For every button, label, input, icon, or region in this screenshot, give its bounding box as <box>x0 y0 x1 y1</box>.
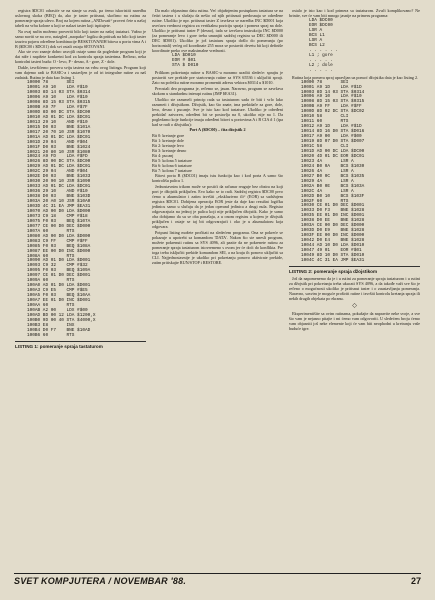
paragraph: Ako ste ovo znanje dobro usvojili ostaje samo da pogledate program koji je dat niže i napišete konkretni kod za kontrolu spraja tasterima. Rečimo, neka kontrolni tasteri budu: O - levo, P - desno, A - gore, Z - dole. <box>15 49 146 65</box>
listing-2-code: 10000 78 SEI 10001 A9 1D LDA #$1D 10003 8D 14 03 STA $0314 10006 A9 10 LDA #$10 10008 8D 15 03 STA $0315 1000B A9 FF LDA #$FF 1000D 8D 02 DC STA $DC02 10010 58 CLI 10011 60 RTS 10012 A9 1D LDA #$1D 10014 8D 16 D0 STA $D016 10017 A9 00 LDA #$00 10019 8D 07 D0 STA $D007 1001C 58 CLI 1001D AD 00 DC LDA $DC00 10020 4D 01 DC EOR $DC01 10023 4A LSR A 10024 B0 0A BCS $1030 10026 4A LSR A 10027 B0 0C BCS $1035 10029 4A LSR A 1002A B0 0E BCS $103A 1002C 4A LSR A 1002D B0 10 BCS $103F 1002F 60 RTS 10030 CE 01 D0 DEC $D001 10033 D0 F3 BNE $1028 10035 EE 01 D0 INC $D001 10038 D0 EE BNE $1028 1003A CE 00 D0 DEC $D000 1003D D0 E9 BNE $1028 1003F EE 00 D0 INC $D000 10042 D0 E4 BNE $1028 10044 AD 10 D0 LDA $D010 10047 49 01 EOR #$01 10049 8D 10 D0 STA $D010 1004C 4C 31 EA JMP $EA31 <box>301 79 365 263</box>
page-footer <box>14 573 421 588</box>
paragraph: Potpuni listing možete pročitati na sledećem programu. Ona se pokreće se pokazuje u upotrebi sa komandom 'DATA'. Nakon što ste unesli program, možete pokrenuti rutinu sa SYS 4096, ali pazite da ne pokrenete rutinu za pomeranje spraja tastaturom istovremeno s ovom jer će doći do konflikta. Pre toga treba isključiti prekide komandom SEI, a na kraju ih ponovo uključiti sa CLI. Najjednostavnije je ukoliko pri pokretanju ponovo aktivirate prekide, zatim pritiskajte RUN/STOP i RESTORE. <box>152 229 283 266</box>
paragraph: Prilikom pokretanja rutine u BASIC-u moramo uraditi sledeće: sprajtu je postaviti sve prekide pre startovanja rutine sa SYS 65536 i uključiti sprajt. Zato na početku rutine moramo promeniti adresu vektora $0314 u $1010. <box>152 70 283 86</box>
column-1 <box>15 8 146 351</box>
bit-list <box>152 133 283 173</box>
paragraph: Jednostavnim trikom može se postići da računar reaguje bez obzira na koji port je džojstik priključen. Evo kako se to radi. Sadržaj registra $DC00 prvo ćemo u akumulator i zatim izvršiti „ekskluzivno ili“ (EOR) sa sadržajem registra $DC01. Dobijena operacija EOR jeste da daje kao rezultat logičku jedinicu samo u slučaju da je jedan operand jedinica a drugi nula. Registar odgovarajuća na jednoj je palica koji nije priključen džojstik. Kako je samo oba dobijamo da su se oba ponašaju, a u onom registru u kojem je džojstik priključen i ostaje se taj bit odgovarajući i oko je u akumulatoru koja odgovara. <box>152 183 283 230</box>
page-number: 27 <box>410 576 421 586</box>
bit-item: Bit 6: kolona 6 tastature <box>152 163 192 169</box>
paragraph: Dakle, izvršićemo proveru sviju tastera na vrhu ovog listinga. Program koji vam dajemo radi iz BASIC-a i sastavljen je od tri integralne rutine za naš zadatak. Rutina je data kao listing 1. <box>15 65 146 81</box>
paragraph: ostalo je isto kao i kod primera sa tastaturom. Zvuči komplikovano? Ne brinite, sve će vam biti mnogo jasnije na primeru programa: <box>289 8 420 19</box>
bit-item: Bit 3: kretanje desno <box>152 147 187 153</box>
paragraph: Još da napomenemo da je i u rutini za pomeranje spraja tastaturom i u rutini za džojstik pri pokretanju treba ukucati SYS 4096, a da takođe važi sve što je rečeno o mogućnosti ukoliko je pritisnut taster i o zaustavljanju pomeranja. Naravno, sasvim je moguće proširiti rutine i izvršiti kontrolu kretanja spraja ili nekih drugih objekata po ekranu. <box>289 276 420 302</box>
paragraph: Eksperimentišite sa ovim rutinama, pokušajte da napravite neke svoje, a sve što vam je nejasno pitajte i mi ćemo vam odgovoriti. U sledećem broju ćemo vam objasniti još neke elemente koji će vam biti neophodni u kreiranju vaše buduće igre. <box>289 310 420 331</box>
column-2 <box>152 8 283 266</box>
paragraph: registra $DC01 odrasiće se na stanje sa zvuk, pa ćemo iskoristiti naredbu uslovnog skoka (BEQ) da, ako je taster pritisnut, skočimo na rutinu za pomeranje spraja ulevo. Broj na kojem rutina „ANDovati“ proveri čete u našoj tabeli na vrhu kolone u koji se nalazi taster koji ispitujete. <box>15 8 146 29</box>
bit-item: Bit 7: kolona 7 tastature <box>152 168 192 174</box>
code-snippet: LDA $D010 EOR # $01 STA $ D010 <box>172 53 199 69</box>
listing-2-caption: LISTING 2: pomeranje spraja džojstikom <box>289 266 420 274</box>
code-snippet: LDA $DC00 EOR $DC00 LSR A BCS L1 LSR A BCS L2 . . . . . . L1 ; gore . . . . . L2 ; dole . . . . . <box>309 18 338 73</box>
paragraph: Na ovaj način možemo proveriti bilo koji taster na našoj tastaturi. Važno je samo naviti se na ovo, naizgled „naopako“ logiku da pritisak na bilo koji taster izaziva pojavu određene kombinacije BESKTOVANIH bitova u portu vima A i B ($DC00 i $DC01) dok svi ostali ostaju SETOVANI. <box>15 28 146 49</box>
paragraph: Rutina koja pomera spraj upravljan uz pomoć džojstika data je kao listing 2. <box>292 74 419 80</box>
listing-1-caption: LISTING 1: pomeranje spraja tastaturom <box>15 341 146 349</box>
paragraph: Da malo objasnimo datu rutinu. Već objašnjenim postupkom tastatura se na četiri tastera i u slučaju da nešto od njih pritisnuti predosnaja se određene rutine. Ukoliko je npr. pritisnut taster Z izvršava se naredba INC $D001 koja uvećava vrednost registra za vertikalnu poziciju spraja i pomera spraj na dole. Ukoliko je pritisnut taster P (desno), tada se izvršava instrukcija INC $D000 (za pomeranje levo i gore treba umanjiti sadržaj registra sa DEC $D000 ili DEC $D001). Ukoliko je još tastaturu spraja došlo do pomeranja (po horizontali) većeg od koordinate 255 mora se postaviti devetu bit koji definiše koordinate preko ove maksimalne vrednosti. <box>152 8 283 54</box>
bit-item: Bit 1: kretanje dole <box>152 137 184 143</box>
bit-item: Bit 0: kretanje gore <box>152 132 185 138</box>
diamond-separator-icon: ◇ <box>352 302 357 309</box>
paragraph: Preostali deo programa je, rečemo se, jasan. Naravno, program se završava skokom u standardnu interapt rutinu (JMP $EA31). <box>152 85 283 96</box>
bit-item: Bit 5: kolona 5 tastature <box>152 158 192 164</box>
magazine-title: SVET KOMPJUTERA / NOVEMBAR '88. <box>14 576 187 586</box>
bit-item: Bit 2: kretanje levo <box>152 142 184 148</box>
paragraph: Bitovi porta B ($DC01) imaju istu funkciju kao i kod porta A samo što kontrolišu palicu 1. <box>152 173 283 184</box>
paragraph: Ukoliko ste razumeli princip rada sa tastaturom sada će biti i vrlo lako razumeti i džojstikom. Džojstik, kao što znate, ima prekidače za gore, dole, levo, desno i pucanje. Sve je isto kao kod tastature. Ukoliko je određeni prekidač zatvoren, određeni bit se postavlja na 0, ukoliko nije na 1. Da pogledamo koje funkcije imaju određeni bitovi u portovima A i B CIA # 1 (ipa kad se radi o džojstiku): <box>152 96 283 127</box>
listing-1-code: 10000 78 SEI 10001 A9 10 LDA #$10 10003 8D 14 03 STA $0314 10006 A9 10 LDA #$10 10008 8D 15 03 STA $0315 1000B A9 7F LDA #$7F 1000D 8D 00 DC STA $DC00 10010 AD 01 DC LDA $DC01 10013 29 10 AND #$10 10015 D0 03 BNE $101A 10017 20 70 10 JSR $1070 1001A AD 01 DC LDA $DC01 1001D 29 04 AND #$04 1001F D0 03 BNE $1024 10021 20 80 10 JSR $1080 10024 A9 FD LDA #$FD 10026 8D 00 DC STA $DC00 10029 AD 01 DC LDA $DC01 1002C 29 04 AND #$04 1002E D0 03 BNE $1033 10030 20 90 10 JSR $1090 10033 AD 01 DC LDA $DC01 10036 29 10 AND #$10 10038 D0 03 BNE $103D 1003A 20 A0 10 JSR $10A0 1003D 4C 31 EA JMP $EA31 10070 AD 00 D0 LDA $D000 10073 C9 18 CMP #$18 10075 F0 03 BEQ $107A 10077 CE 00 D0 DEC $D000 1007A 60 RTS 10080 AD 00 D0 LDA $D000 10083 C9 FF CMP #$FF 10085 F0 03 BEQ $108A 10087 EE 00 D0 INC $D000 1008A 60 RTS 10090 AD 01 D0 LDA $D001 10093 C9 32 CMP #$32 10095 F0 03 BEQ $109A 10097 CE 01 D0 DEC $D001 1009A 60 RTS 100A0 AD 01 D0 LDA $D001 100A3 C9 E5 CMP #$E5 100A5 F0 03 BEQ $10AA 100A7 EE 01 D0 INC $D001 100AA 60 RTS 100AB A2 00 LDX #$00 100AD BD 00 12 LDA $1200,X 100B0 9D 00 40 STA $4000,X 100B3 E8 INX 100B4 D0 F7 BNE $10AD 100B6 60 RTS <box>27 80 96 338</box>
column-3 <box>289 8 420 331</box>
port-a-heading: Port A ($DC00) – čita džojstik 2 <box>189 127 246 133</box>
bit-item: Bit 4: pucanj <box>152 153 174 159</box>
